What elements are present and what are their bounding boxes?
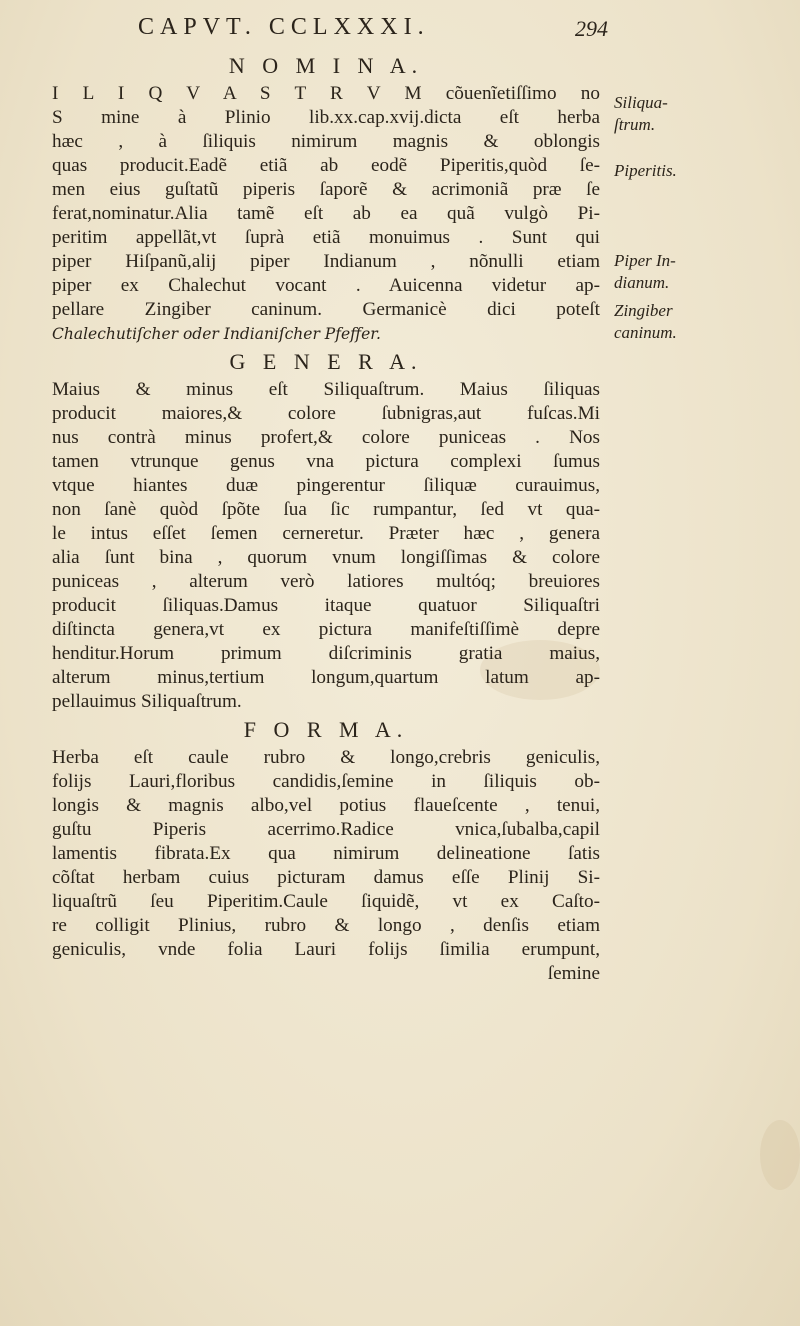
text-line: lamentis fibrata.Ex qua nimirum delineatione ſatis xyxy=(52,843,600,864)
text-line: longis & magnis albo,vel potius flaueſcente , tenui, xyxy=(52,795,600,816)
margin-note-line: Siliqua- xyxy=(614,93,668,112)
text-line: le intus eſſet ſemen cerneretur. Præter hæc , genera xyxy=(52,523,600,544)
text-line: guſtu Piperis acerrimo.Radice vnica,ſubalba,capil xyxy=(52,819,600,840)
text-line: alterum minus,tertium longum,quartum latum ap- xyxy=(52,667,600,688)
page-number: 294 xyxy=(575,16,608,41)
text-line: tamen vtrunque genus vna pictura complexi ſumus xyxy=(52,451,600,472)
text-line: pellare Zingiber caninum. Germanicè dici poteſt xyxy=(52,299,600,320)
text-line: re colligit Plinius, rubro & longo , denſis etiam xyxy=(52,915,600,936)
text-line: diſtincta genera,vt ex pictura manifeſtiſſimè depre xyxy=(52,619,600,640)
text-line: producit maiores,& colore ſubnigras,aut fuſcas.Mi xyxy=(52,403,600,424)
margin-note-line: Piperitis. xyxy=(614,161,677,180)
text-line: folijs Lauri,floribus candidis,ſemine in ſiliquis ob- xyxy=(52,771,600,792)
text-line: I L I Q V A S T R V M cõuenĩetiſſimo no xyxy=(52,83,600,104)
text-line: ſemine xyxy=(547,963,600,984)
text-line: ferat,nominatur.Alia tamẽ eſt ab ea quã vulgò Pi- xyxy=(52,203,600,224)
chapter-title: CAPVT. CCLXXXI. xyxy=(138,14,430,40)
text-line: piper ex Chalechut vocant . Auicenna videtur ap- xyxy=(52,275,600,296)
running-header xyxy=(138,14,608,44)
text-line: alia ſunt bina , quorum vnum longiſſimas & colore xyxy=(52,547,600,568)
text-line: liquaſtrũ ſeu Piperitim.Caule ſiquidẽ, vt ex Caſto- xyxy=(52,891,600,912)
margin-note xyxy=(614,160,796,182)
text-line: henditur.Horum primum diſcriminis gratia maius, xyxy=(52,643,600,664)
text-line: quas producit.Eadẽ etiã ab eodẽ Piperitis,quòd ſe- xyxy=(52,155,600,176)
text-line: Herba eſt caule rubro & longo,crebris geniculis, xyxy=(52,747,600,768)
margin-note-line: caninum. xyxy=(614,323,677,342)
text-line: puniceas , alterum verò latiores multóq; breuiores xyxy=(52,571,600,592)
paper-stain xyxy=(760,1120,800,1190)
text-line: producit ſiliquas.Damus itaque quatuor Siliquaſtri xyxy=(52,595,600,616)
text-line: piper Hiſpanũ,alij piper Indianum , nõnulli etiam xyxy=(52,251,600,272)
text-line: geniculis, vnde folia Lauri folijs ſimilia erumpunt, xyxy=(52,939,600,960)
text-line: peritim appellãt,vt ſuprà etiã monuimus . Sunt qui xyxy=(52,227,600,248)
text-line: S mine à Plinio lib.xx.cap.xvij.dicta eſt herba xyxy=(52,107,600,128)
margin-note xyxy=(614,92,796,136)
text-line: Maius & minus eſt Siliquaſtrum. Maius ſiliquas xyxy=(52,379,600,400)
section-heading: F O R M A. xyxy=(243,717,409,742)
text-line: non ſanè quòd ſpõte ſua ſic rumpantur, ſed vt qua- xyxy=(52,499,600,520)
margin-note xyxy=(614,250,796,294)
text-line: nus contrà minus profert,& colore puniceas . Nos xyxy=(52,427,600,448)
margin-note-line: Zingiber xyxy=(614,301,673,320)
text-line: cõſtat herbam cuius picturam damus eſſe Plinij Si- xyxy=(52,867,600,888)
text-line: vtque hiantes duæ pingerentur ſiliquæ curauimus, xyxy=(52,475,600,496)
margin-note xyxy=(614,300,796,344)
section-heading: G E N E R A. xyxy=(229,349,423,374)
text-line: Chalechutiſcher oder Indianiſcher Pfeffer. xyxy=(52,325,381,343)
margin-note-line: Piper In- xyxy=(614,251,676,270)
margin-note-line: dianum. xyxy=(614,273,670,292)
text-line: pellauimus Siliquaſtrum. xyxy=(52,691,242,712)
text-line: men eius guſtatũ piperis ſaporẽ & acrimoniã præ ſe xyxy=(52,179,600,200)
text-line: hæc , à ſiliquis nimirum magnis & oblongis xyxy=(52,131,600,152)
main-text xyxy=(52,50,600,986)
margin-note-line: ſtrum. xyxy=(614,115,656,134)
section-heading: N O M I N A. xyxy=(228,53,424,78)
